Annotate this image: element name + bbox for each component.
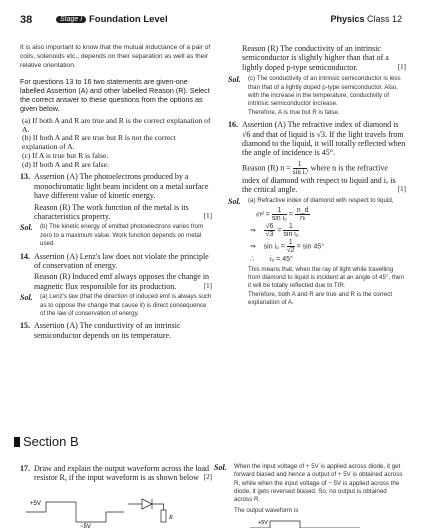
solution-text: (a) Lenz's law (that the direction of induced emf is always such as to oppose the change that cause it) is direct consequence of the law of conservation of energy. <box>40 293 212 317</box>
intro-paragraph: It is also important to know that the mutual inductance of a pair of coils, solenoids etc., depends on their separation as well as their relative orientation. <box>20 44 211 69</box>
solution-16 <box>228 197 406 308</box>
frac-den: sin iₒ <box>271 215 287 223</box>
equation-4 <box>250 255 406 264</box>
eq-frac <box>295 207 311 222</box>
eq-frac <box>264 223 276 238</box>
eq-part: sin iₒ = <box>263 243 285 251</box>
output-plus5v-label: +5V <box>258 520 268 526</box>
question-number: 14. <box>20 251 30 261</box>
question-15 <box>20 321 212 340</box>
reason-text: Reason (R) Induced emf always opposes the change in magnetic flux responsible for its production. <box>34 272 210 291</box>
subject-name: Physics <box>330 14 365 24</box>
equation-3 <box>250 239 406 254</box>
sol-label: Sol. <box>20 223 33 233</box>
class-name: Class 12 <box>366 14 402 24</box>
page-number: 38 <box>20 14 33 26</box>
eq-frac <box>283 223 298 238</box>
question-17 <box>20 462 212 485</box>
eq-lhs: ⇒ <box>250 227 256 235</box>
question-14 <box>20 252 212 292</box>
solution-13 <box>20 223 212 248</box>
option-b: (b) If both A and R are true but R is not the correct explanation of A. <box>22 133 176 152</box>
frac-num: 1 <box>293 161 307 169</box>
section-heading <box>14 434 79 449</box>
marks-label: [1] <box>203 212 212 221</box>
right-column <box>228 44 406 310</box>
output-caption: The output waveform is <box>234 506 299 514</box>
frac-den: sin iₒ <box>292 167 307 176</box>
eq-lhs: ⇒ <box>250 243 256 251</box>
page-header <box>0 14 422 28</box>
solution-14 <box>20 293 212 318</box>
resistor-icon <box>161 510 166 522</box>
frac-den: nₗ <box>300 215 306 223</box>
diode-icon <box>128 499 164 509</box>
frac-den: √3 <box>265 231 274 239</box>
question-number: 15. <box>20 321 30 331</box>
reason-tail: , where n is the refractive index of diamond with respect to liquid and iₒ is the critical angle. <box>242 163 396 195</box>
question-17-body <box>20 464 212 483</box>
solution-conclusion: Therefore, both A and R are true and R is the correct explanation of A. <box>248 290 393 306</box>
sol-label: Sol. <box>20 293 33 303</box>
marks-label: [1] <box>203 281 212 290</box>
eq-sign: = <box>288 211 293 219</box>
equation-1 <box>256 207 406 222</box>
marks-label: [1] <box>397 185 406 194</box>
solution-15 <box>228 75 406 117</box>
frac-den: sin iₒ <box>283 231 299 239</box>
sol-label: Sol. <box>214 463 227 472</box>
solution-text: (a) Refractive index of diamond with respect to liquid, <box>248 196 394 204</box>
section-square-icon <box>14 437 20 447</box>
marks-label: [2] <box>203 473 212 482</box>
stage-label <box>56 14 168 25</box>
resistor-label: R <box>169 515 173 521</box>
subject-label <box>330 14 402 24</box>
question-16 <box>228 120 406 195</box>
question-number: 17. <box>20 464 30 473</box>
options-list <box>20 117 212 171</box>
sol-label: Sol. <box>228 75 241 85</box>
solution-17 <box>214 462 406 518</box>
option-a: (a) If both A and R are true and R is the correct explanation of A. <box>22 115 211 134</box>
equation-2 <box>250 223 406 238</box>
eq-frac <box>272 207 287 222</box>
frac-num: 1 <box>272 207 287 215</box>
question-13 <box>20 172 212 221</box>
frac-num: n_d <box>296 207 309 215</box>
question-number: 16. <box>228 120 238 130</box>
eq-frac <box>287 239 295 254</box>
eq-part: iₒ = 45° <box>270 256 293 264</box>
solution-conclusion: Therefore, A is true but R is false. <box>248 108 340 116</box>
minus5v-label: −5V <box>80 524 91 528</box>
reason-text: Reason (R) The work function of the metal is its characteristics property. <box>34 202 189 222</box>
eq-lhs: ∴ <box>250 256 255 264</box>
stage-pill: Stage I <box>56 16 86 23</box>
solution-text: (b) The kinetic energy of emitted photoelectrons varies from zero to a maximum value. Work function depends on metal used. <box>40 223 204 248</box>
output-waveform <box>250 518 370 528</box>
reason-lead: Reason (R) n = <box>242 163 291 173</box>
frac-den: √2 <box>286 247 295 255</box>
assertion-text: Assertion (A) The photoelectrons produced by a monochromatic light beam incident on a metal surface have different value of kinetic energy. <box>34 172 209 201</box>
input-waveform-circuit <box>24 498 194 528</box>
frac-num: √6 <box>265 223 274 231</box>
eq-lhs: ₗnᵈ = <box>256 211 270 219</box>
reason-fraction <box>293 161 307 176</box>
solution-text: (c) The conductivity of an intrinsic semiconductor is less than that of a lightly doped p-type semiconductor. Also, with the increase in the temperature, conductivity of intrinsic semiconductor increase. <box>248 75 401 108</box>
solution-text: When the input voltage of + 5V is applied across diode, it get forward biased and hence a output of + 5V is obtained across R, while when the input voltage of − 5V is applied across the diode, it gets reversed biased. So, no output is obtained across R. <box>234 463 403 504</box>
left-column <box>20 44 212 342</box>
reason-text: Reason (R) The conductivity of an intrinsic semiconductor is slightly higher than that of a lightly doped p-type semiconductor. <box>242 44 389 72</box>
plus5v-label: +5V <box>30 501 41 507</box>
instructions-paragraph: For questions 13 to 16 two statements are given-one labelled Assertion (A) and other labelled Reason (R). Select the correct answer to these questions from the options as given below. <box>20 76 210 114</box>
frac-num: 1 <box>288 239 293 247</box>
sol-label: Sol. <box>228 196 241 206</box>
level-title: Foundation Level <box>88 14 168 25</box>
frac-num: 1 <box>283 223 298 231</box>
eq-part: = sin 45° <box>296 243 325 251</box>
section-title: Section B <box>23 434 79 449</box>
marks-label: [1] <box>397 62 406 71</box>
question-number: 13. <box>20 172 30 182</box>
question-text: Draw and explain the output waveform across the load resistor R, if the input waveform is as shown below <box>34 464 210 483</box>
assertion-text: Assertion (A) The conductivity of an intrinsic semiconductor depends on its temperature. <box>34 321 181 340</box>
assertion-text: Assertion (A) Lenz's law does not violate the principle of conservation of energy. <box>34 251 209 270</box>
eq-sign: = <box>277 227 282 235</box>
solution-17-body <box>214 463 406 515</box>
option-c: (c) If A is true but R is false. <box>22 151 109 161</box>
option-d: (d) If both A and R are false. <box>22 160 109 170</box>
solution-explanation: This means that, when the ray of light while travelling from diamond to liquid is incident at an angle of 45°, then it will be totally reflected due to TIR. <box>248 265 404 290</box>
assertion-text: Assertion (A) The refractive index of diamond is √6 and that of liquid is √3. If the light travels from diamond to the liquid, it will totally reflected when the angle of incidence is 45°. <box>242 120 406 158</box>
